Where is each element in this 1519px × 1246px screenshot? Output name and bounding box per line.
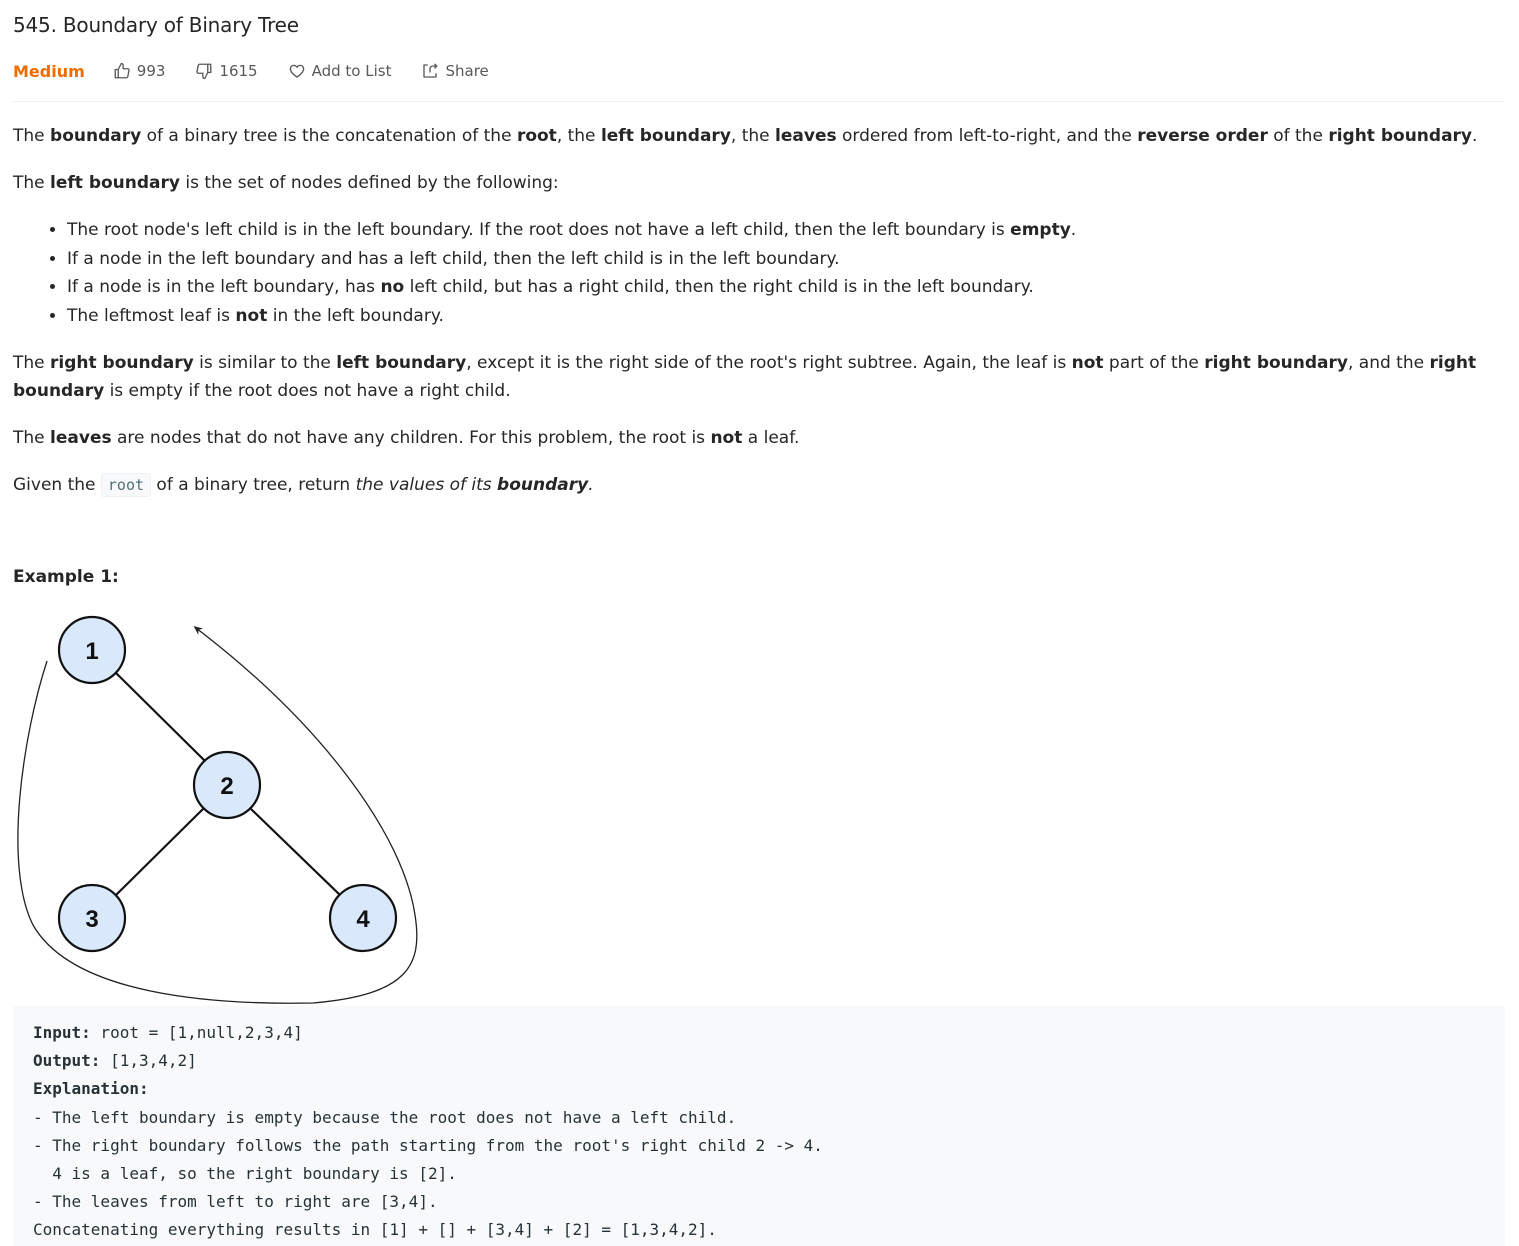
bold-text: empty [1010, 220, 1071, 240]
tree-node-3 [59, 885, 125, 951]
output-label: Output: [33, 1051, 101, 1071]
text: left child, but has a right child, then the right child is in the left boundary. [404, 277, 1034, 297]
text: If a node is in the left boundary, has [67, 277, 381, 297]
bold-text: leaves [50, 428, 112, 448]
bold-italic-text: boundary [497, 475, 589, 495]
inline-code-root: root [101, 473, 151, 497]
bold-text: not [235, 305, 268, 326]
explanation-line: - The left boundary is empty because the root does not have a left child. [33, 1107, 737, 1127]
text: , except it is the right side of the root's right subtree. Again, the leaf is [466, 353, 1072, 373]
list-item [67, 302, 1508, 331]
text: The [13, 353, 51, 373]
dislike-count: 1615 [219, 62, 258, 80]
dislike-button[interactable] [195, 62, 257, 80]
paragraph-left-boundary-intro [13, 169, 1508, 197]
problem-meta-bar [13, 58, 519, 84]
bold-text: leaves [775, 126, 837, 146]
bold-text: not [710, 428, 743, 448]
bold-text: not [1071, 353, 1104, 373]
paragraph-leaves [13, 424, 1508, 452]
tree-edge-2-3 [116, 809, 203, 895]
text: The root node's left child is in the left boundary. If the root does not have a left child, then the left boundary is [67, 220, 1011, 240]
text: . [1472, 126, 1478, 146]
tree-edge-1-2 [116, 673, 205, 761]
list-item [67, 245, 1508, 274]
bold-text: root [516, 126, 557, 146]
header-divider [13, 101, 1505, 102]
share-icon [421, 62, 439, 80]
text: a leaf. [742, 428, 800, 448]
heart-icon [288, 62, 306, 80]
share-button[interactable] [421, 62, 488, 80]
tree-node-2 [194, 752, 260, 818]
bold-text: left boundary [336, 353, 467, 373]
node-label: 3 [85, 906, 99, 933]
bold-text: boundary [50, 126, 142, 146]
node-label: 1 [85, 638, 99, 665]
text: , and the [1347, 353, 1430, 373]
input-label: Input: [33, 1023, 91, 1042]
bold-text: left boundary [50, 173, 180, 193]
binary-tree-diagram [13, 605, 433, 1007]
text: , the [730, 126, 776, 146]
text: is empty if the root does not have a right child. [104, 381, 511, 401]
tree-edge-2-4 [251, 809, 340, 895]
list-item [67, 216, 1508, 245]
text: ordered from left-to-right, and the [836, 126, 1138, 146]
text: part of the [1103, 353, 1205, 373]
text: are nodes that do not have any children. For this problem, the root is [111, 428, 711, 448]
example-code-block [13, 1006, 1505, 1246]
tree-node-1 [59, 617, 125, 683]
left-boundary-rules-list [13, 216, 1508, 330]
explanation-line: 4 is a leaf, so the right boundary is [2]. [33, 1164, 457, 1184]
input-value: root = [1,null,2,3,4] [90, 1023, 303, 1042]
explanation-line: - The right boundary follows the path starting from the root's right child 2 -> 4. [33, 1135, 823, 1155]
text: of a binary tree, return [151, 475, 356, 495]
like-count: 993 [136, 62, 166, 80]
paragraph-task [13, 471, 1508, 499]
text: If a node in the left boundary and has a left child, then the left child is in the left boundary. [67, 248, 840, 269]
paragraph-right-boundary [13, 349, 1508, 405]
bold-text: right boundary [1328, 126, 1473, 146]
example-title: Example 1: [13, 567, 119, 587]
bold-text: right boundary [13, 353, 1477, 401]
text: in the left boundary. [267, 305, 444, 326]
text: of a binary tree is the concatenation of the [141, 126, 517, 146]
italic-text: . [588, 475, 594, 495]
text: The [13, 126, 51, 146]
paragraph-boundary-definition [13, 122, 1508, 150]
explanation-line: Concatenating everything results in [1] + [] + [3,4] + [2] = [1,3,4,2]. [33, 1220, 717, 1240]
explanation-line: - The leaves from left to right are [3,4]. [33, 1192, 438, 1212]
bold-text: left boundary [600, 126, 731, 146]
text: The [13, 173, 51, 193]
bold-text: right boundary [50, 353, 194, 373]
problem-statement [13, 122, 1508, 518]
share-label: Share [445, 62, 489, 80]
add-to-list-button[interactable] [288, 62, 392, 80]
add-to-list-label: Add to List [311, 62, 392, 80]
node-label: 2 [220, 773, 234, 800]
text: Given the [13, 475, 101, 495]
explanation-label: Explanation: [33, 1079, 149, 1099]
bold-text: no [380, 277, 405, 297]
text: . [1070, 220, 1077, 240]
output-value: [1,3,4,2] [100, 1051, 197, 1071]
italic-text: the values of its [355, 475, 498, 495]
difficulty-badge: Medium [13, 61, 85, 81]
node-label: 4 [356, 906, 370, 933]
like-button[interactable] [113, 62, 166, 80]
text: is similar to the [193, 353, 337, 373]
text: is the set of nodes defined by the following: [180, 173, 559, 193]
text: The leftmost leaf is [67, 305, 236, 326]
bold-text: right boundary [1204, 353, 1348, 373]
problem-title: 545. Boundary of Binary Tree [13, 13, 299, 37]
thumbs-down-icon [195, 62, 213, 80]
text: The [13, 428, 51, 448]
text: of the [1267, 126, 1329, 146]
thumbs-up-icon [113, 62, 131, 80]
list-item [67, 273, 1508, 302]
tree-node-4 [330, 885, 396, 951]
text: , the [556, 126, 601, 146]
bold-text: reverse order [1137, 126, 1268, 146]
